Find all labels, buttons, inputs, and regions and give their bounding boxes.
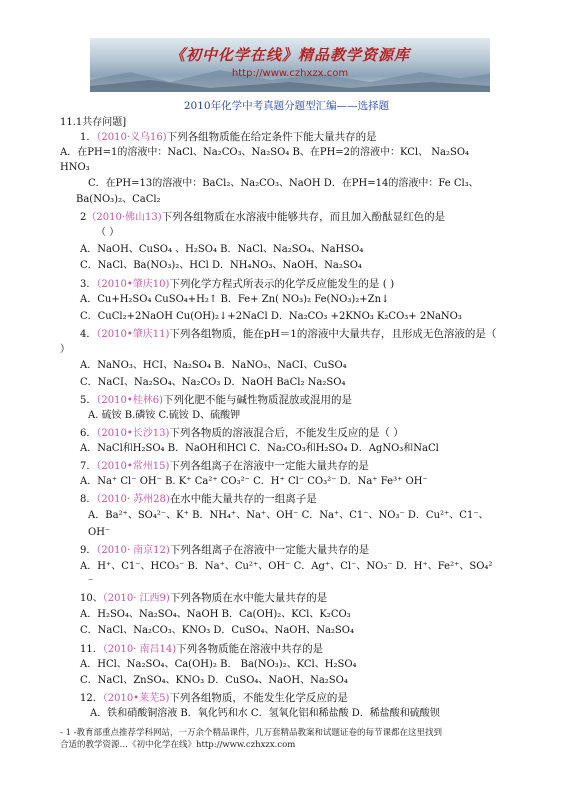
line-text: C．NaCl、Ba(NO₃)₂、HCl D．NH₄NO₃、NaOH、Na₂SO₄	[80, 260, 362, 271]
question-line	[80, 243, 363, 257]
line-text: 8．	[80, 494, 97, 505]
line-text: 7．	[80, 461, 97, 472]
line-text: Ba(NO₃)₂、CaCl₂	[76, 194, 161, 205]
line-text: A．铁和硝酸铜溶液 B．氧化钙和水 C．氢氧化铝和稀盐酸 D．稀盐酸和硫酸钡	[90, 708, 440, 719]
question-source: （2010•莱芜5)	[102, 693, 170, 704]
line-text: C．NaCl、ZnSO₄、KNO₃ D．CuSO₄、NaOH、Na₂SO₄	[80, 675, 348, 686]
line-text: A．HCl、Na₂SO₄、Ca(OH)₂ B． Ba(NO₃)₂、KCl、H₂SO₄	[80, 659, 357, 670]
banner-url[interactable]: http://www.czhxzx.com	[231, 68, 349, 79]
question-line	[80, 591, 327, 606]
question-line	[80, 560, 492, 574]
question-line	[60, 161, 90, 175]
question-line	[80, 442, 439, 456]
line-text: 10、	[80, 593, 103, 604]
question-stem: 下列各组离子在溶液中一定能大量共存的是	[169, 460, 369, 472]
question-line	[80, 543, 369, 558]
question-stem: 下列各组物质，能在pH＝1的溶液中大量共存，且形成无色溶液的是（	[169, 328, 497, 340]
question-source: （2010· 南昌14)	[102, 644, 177, 655]
question-line	[80, 492, 317, 507]
question-line	[80, 426, 404, 441]
question-line	[76, 193, 161, 207]
section-heading: 11.1共存问题]	[60, 117, 127, 128]
question-line	[88, 526, 110, 540]
question-line	[88, 509, 489, 523]
question-line	[80, 359, 347, 373]
question-line	[80, 130, 377, 145]
line-text: A．Na⁺ Cl⁻ OH⁻ B. K⁺ Ca²⁺ CO₃²⁻ C．H⁺ Cl⁻ CO₃²⁻ D．Na⁺ Fe³⁺ OH⁻	[80, 476, 428, 487]
question-line	[80, 376, 345, 390]
line-text: 5．	[80, 395, 97, 406]
question-source: （2010•长沙13)	[96, 428, 170, 439]
question-line	[80, 475, 428, 489]
question-stem: 在水中能大量共存的一组离子是	[169, 493, 317, 505]
question-source: （2010·义乌16)	[96, 132, 167, 143]
line-text: A．在PH=1的溶液中：NaCl、Na₂CO₃、Na₂SO₄ B、在PH=2的溶液中：KCl、 Na₂SO₄	[60, 147, 470, 158]
question-line	[80, 327, 496, 342]
footer-line-2: 合适的教学资源…《初中化学在线》http://www.czhxzx.com	[60, 740, 296, 750]
question-line	[80, 674, 348, 688]
question-line	[80, 277, 394, 292]
question-line	[80, 642, 323, 657]
line-text: OH⁻	[88, 527, 111, 538]
question-line	[80, 624, 354, 638]
question-line	[60, 146, 469, 160]
line-text: C．CuCl₂+2NaOH Cu(OH)₂↓+2NaCl D．Na₂CO₃ +2KNO₃ K₂CO₃+ 2NaNO₃	[80, 311, 462, 322]
question-line	[80, 608, 351, 622]
question-source: （2010·佛山13)	[86, 212, 162, 223]
question-stem: 下列各组物质能在给定条件下能大量共存的是	[166, 131, 377, 143]
line-text: A．Cu+H₂SO₄ CuSO₄+H₂↑ B．Fe+ Zn( NO₃)₂ Fe(NO₃)₂+Zn↓	[80, 294, 390, 305]
header-banner	[90, 38, 490, 92]
line-text: A．H₂SO₄、Na₂SO₄、NaOH B．Ca(OH)₂、KCl、K₂CO₃	[80, 609, 351, 620]
line-text: 11．	[80, 644, 103, 655]
question-line	[88, 177, 479, 191]
document-title: 2010年化学中考真题分题型汇编——选择题	[183, 100, 390, 112]
line-text: A．NaNO₃、HCI、Na₂SO₄ B．NaNO₃、NaCI、CuSO₄	[80, 360, 347, 371]
question-line	[88, 409, 240, 423]
line-text: C．NaCI、Na₂SO₄、Na₂CO₃ D．NaOH BaCl₂ Na₂SO₄	[80, 377, 346, 388]
line-text: A．Ba²⁺、SO₄²⁻、K⁺ B．NH₄⁺、Na⁺、OH⁻ C．Na⁺、C1⁻、NO₃⁻ D．Cu²⁺、C1⁻、	[88, 510, 489, 521]
question-stem: 下列各组物质，不能发生化学反应的是	[169, 692, 348, 704]
question-stem: 下列各物质能在溶液中共存的是	[176, 643, 324, 655]
question-line	[80, 459, 369, 474]
question-line	[80, 393, 352, 408]
line-text: 1．	[80, 132, 97, 143]
question-line	[80, 293, 389, 307]
page-footer	[60, 727, 442, 751]
line-text: 6．	[80, 428, 97, 439]
line-text: A．NaCl和H₂SO₄ B．NaOH和HCl C．Na₂CO₃和H₂SO₄ D．AgNO₃和NaCl	[80, 443, 439, 454]
question-stem: 下列各组物质在水溶液中能够共存，而且加入酚酞显红色的是	[161, 211, 446, 223]
question-line	[96, 226, 119, 240]
line-text: 4．	[80, 329, 97, 340]
line-text: 12．	[80, 693, 103, 704]
question-line	[80, 658, 357, 672]
question-line	[80, 259, 362, 273]
question-stem: 下列化肥不能与碱性物质混放或混用的是	[163, 394, 352, 406]
line-text: ）	[60, 344, 70, 355]
question-source: （2010· 南京12)	[96, 545, 170, 556]
line-text: A. 硫铵 B.磷铵 C.硫铵 D、硫酸钾	[88, 410, 241, 421]
question-stem: 下列各物质的溶液混合后，不能发生反应的是（ ）	[169, 427, 404, 439]
question-line	[80, 210, 445, 225]
line-text: ⁻	[88, 577, 94, 588]
question-source: （2010•桂林6)	[96, 395, 163, 406]
question-line	[60, 343, 70, 357]
line-text: （ ）	[96, 227, 120, 238]
footer-line-1: - 1 -教育部重点推荐学科网站，一万余个精品课件，几万套精品教案和试题证卷的每节课都在这里找到	[60, 728, 443, 738]
line-text: 2	[80, 212, 87, 223]
question-source: （2010•常州15)	[96, 461, 170, 472]
question-line	[80, 691, 348, 706]
line-text: A．H⁺、C1⁻、HCO₃⁻ B．Na⁺、Cu²⁺、OH⁻ C．Ag⁺、Cl⁻、NO₃⁻ D．H⁺、Fe²⁺、SO₄²	[80, 561, 493, 572]
question-line	[80, 310, 462, 324]
question-source: （2010•肇庆11)	[96, 329, 170, 340]
question-stem: 下列化学方程式所表示的化学反应能发生的是 ( )	[169, 278, 395, 290]
line-text: A．NaOH、CuSO₄ 、H₂SO₄ B．NaCl、Na₂SO₄、NaHSO₄	[80, 244, 364, 255]
question-line	[90, 707, 440, 721]
line-text: 9．	[80, 545, 97, 556]
line-text: HNO₃	[60, 162, 90, 173]
question-stem: 下列各组离子在溶液中一定能大量共存的是	[169, 544, 370, 556]
question-source: （2010· 苏州28)	[96, 494, 170, 505]
line-text: C．在PH=13的溶液中：BaCl₂、Na₂CO₃、NaOH D．在PH=14的溶液中：Fe Cl₃、	[88, 178, 479, 189]
question-source: （2010•肇庆10)	[96, 279, 170, 290]
question-source: （2010· 江西9)	[102, 593, 170, 604]
line-text: 3．	[80, 279, 97, 290]
question-line	[88, 576, 93, 590]
line-text: C．NaCl、Na₂CO₃、KNO₃ D．CuSO₄、NaOH、Na₂SO₄	[80, 625, 354, 636]
question-stem: 下列各物质在水中能大量共存的是	[169, 592, 328, 604]
banner-title: 《初中化学在线》精品教学资源库	[169, 46, 410, 64]
